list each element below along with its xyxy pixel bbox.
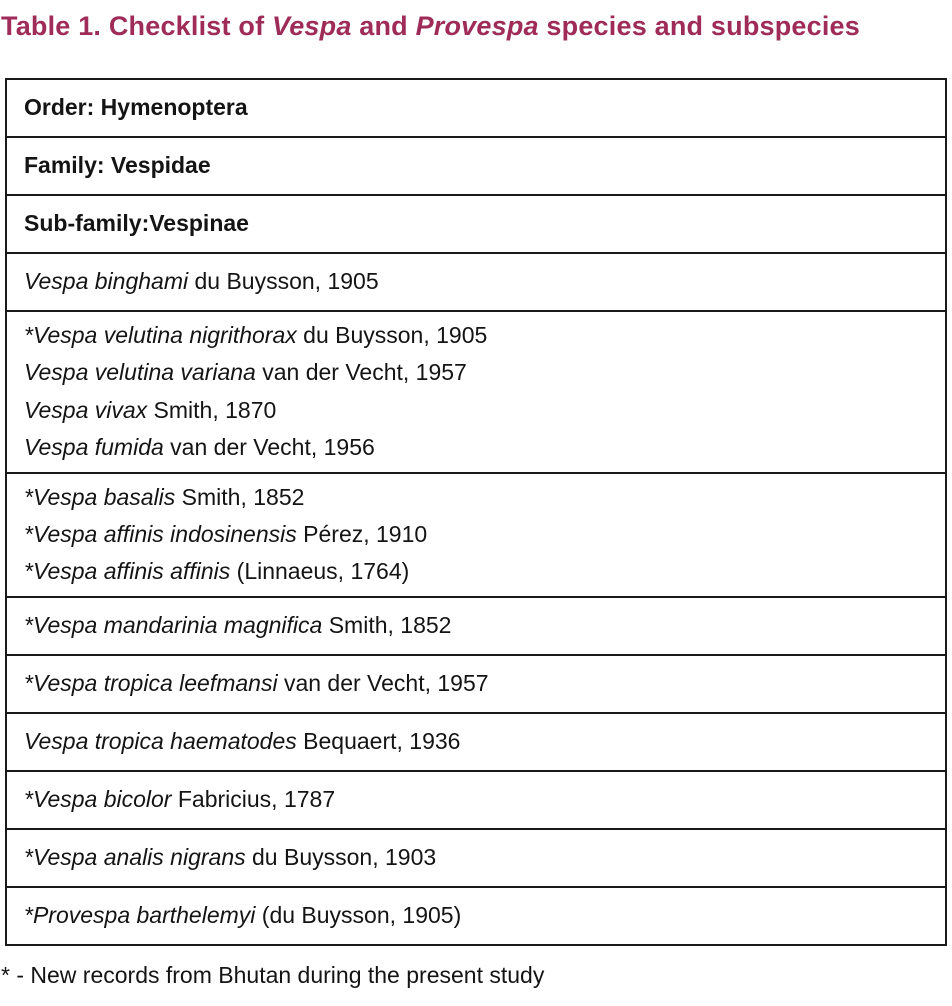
species-table bbox=[5, 78, 947, 946]
species-line bbox=[24, 665, 937, 702]
text-segment: (du Buysson, 1905) bbox=[255, 902, 462, 929]
text-segment: Vespa fumida bbox=[24, 434, 164, 461]
text-segment: and bbox=[351, 11, 416, 41]
table-cell bbox=[6, 829, 946, 887]
species-line bbox=[24, 781, 937, 818]
text-segment: Bequaert, 1936 bbox=[296, 728, 461, 755]
text-segment: *Provespa barthelemyi bbox=[24, 902, 256, 929]
species-line bbox=[24, 147, 937, 184]
text-segment: *Vespa analis nigrans bbox=[24, 844, 246, 871]
text-segment: Fabricius, 1787 bbox=[171, 786, 336, 813]
text-segment: Smith, 1870 bbox=[147, 396, 277, 423]
text-segment: van der Vecht, 1957 bbox=[255, 359, 467, 386]
text-segment: *Vespa bicolor bbox=[24, 786, 172, 813]
table-cell bbox=[6, 311, 946, 473]
species-line bbox=[24, 839, 937, 876]
species-line bbox=[24, 479, 937, 516]
footnote: * - New records from Bhutan during the present study bbox=[1, 962, 545, 988]
table-row bbox=[6, 195, 946, 253]
table-row bbox=[6, 771, 946, 829]
text-segment: Vespa velutina variana bbox=[24, 359, 256, 386]
text-segment: Smith, 1852 bbox=[322, 612, 452, 639]
table-cell bbox=[6, 79, 946, 137]
text-segment: *Vespa tropica leefmansi bbox=[24, 670, 278, 697]
text-segment: Smith, 1852 bbox=[175, 483, 305, 510]
species-line bbox=[24, 317, 937, 354]
table-cell bbox=[6, 473, 946, 597]
text-segment: *Vespa affinis indosinensis bbox=[24, 521, 297, 548]
text-segment: Vespa vivax bbox=[24, 396, 148, 423]
text-segment: van der Vecht, 1956 bbox=[163, 434, 375, 461]
species-line bbox=[24, 553, 937, 590]
text-segment: Vespa bbox=[271, 11, 352, 41]
text-segment: Vespa tropica haematodes bbox=[24, 728, 297, 755]
table-row bbox=[6, 253, 946, 311]
text-segment: Sub-family:Vespinae bbox=[24, 210, 249, 237]
species-table-body bbox=[6, 79, 946, 945]
text-segment: du Buysson, 1903 bbox=[245, 844, 437, 871]
table-cell bbox=[6, 137, 946, 195]
species-line bbox=[24, 723, 937, 760]
table-row bbox=[6, 655, 946, 713]
table-cell bbox=[6, 597, 946, 655]
page-title bbox=[1, 11, 860, 42]
table-cell bbox=[6, 195, 946, 253]
species-line bbox=[24, 263, 937, 300]
text-segment: Order: Hymenoptera bbox=[24, 94, 248, 121]
species-line bbox=[24, 205, 937, 242]
table-row bbox=[6, 887, 946, 945]
species-line bbox=[24, 516, 937, 553]
table-cell bbox=[6, 713, 946, 771]
table-row bbox=[6, 137, 946, 195]
table-row bbox=[6, 311, 946, 473]
text-segment: Table 1. Checklist of bbox=[1, 11, 272, 41]
text-segment: du Buysson, 1905 bbox=[296, 322, 488, 348]
table-row bbox=[6, 79, 946, 137]
table-row bbox=[6, 597, 946, 655]
text-segment: species and subspecies bbox=[538, 11, 860, 41]
species-line bbox=[24, 897, 937, 934]
text-segment: van der Vecht, 1957 bbox=[277, 670, 489, 697]
text-segment: *Vespa basalis bbox=[24, 483, 176, 510]
table-cell bbox=[6, 253, 946, 311]
text-segment: *Vespa velutina nigrithorax bbox=[24, 322, 297, 348]
species-line bbox=[24, 607, 937, 644]
species-line bbox=[24, 429, 937, 466]
text-segment: *Vespa affinis affinis bbox=[24, 558, 231, 585]
text-segment: (Linnaeus, 1764) bbox=[230, 558, 410, 585]
species-line bbox=[24, 354, 937, 391]
text-segment: Provespa bbox=[415, 11, 539, 41]
table-cell bbox=[6, 771, 946, 829]
table-cell bbox=[6, 655, 946, 713]
table-row bbox=[6, 829, 946, 887]
text-segment: Vespa binghami bbox=[24, 268, 189, 295]
table-cell bbox=[6, 887, 946, 945]
text-segment: *Vespa mandarinia magnifica bbox=[24, 612, 323, 639]
text-segment: du Buysson, 1905 bbox=[188, 268, 379, 295]
text-segment: Family: Vespidae bbox=[24, 152, 211, 179]
table-row bbox=[6, 473, 946, 597]
species-line bbox=[24, 89, 937, 126]
table-row bbox=[6, 713, 946, 771]
text-segment: Pérez, 1910 bbox=[296, 521, 428, 548]
species-line bbox=[24, 392, 937, 429]
